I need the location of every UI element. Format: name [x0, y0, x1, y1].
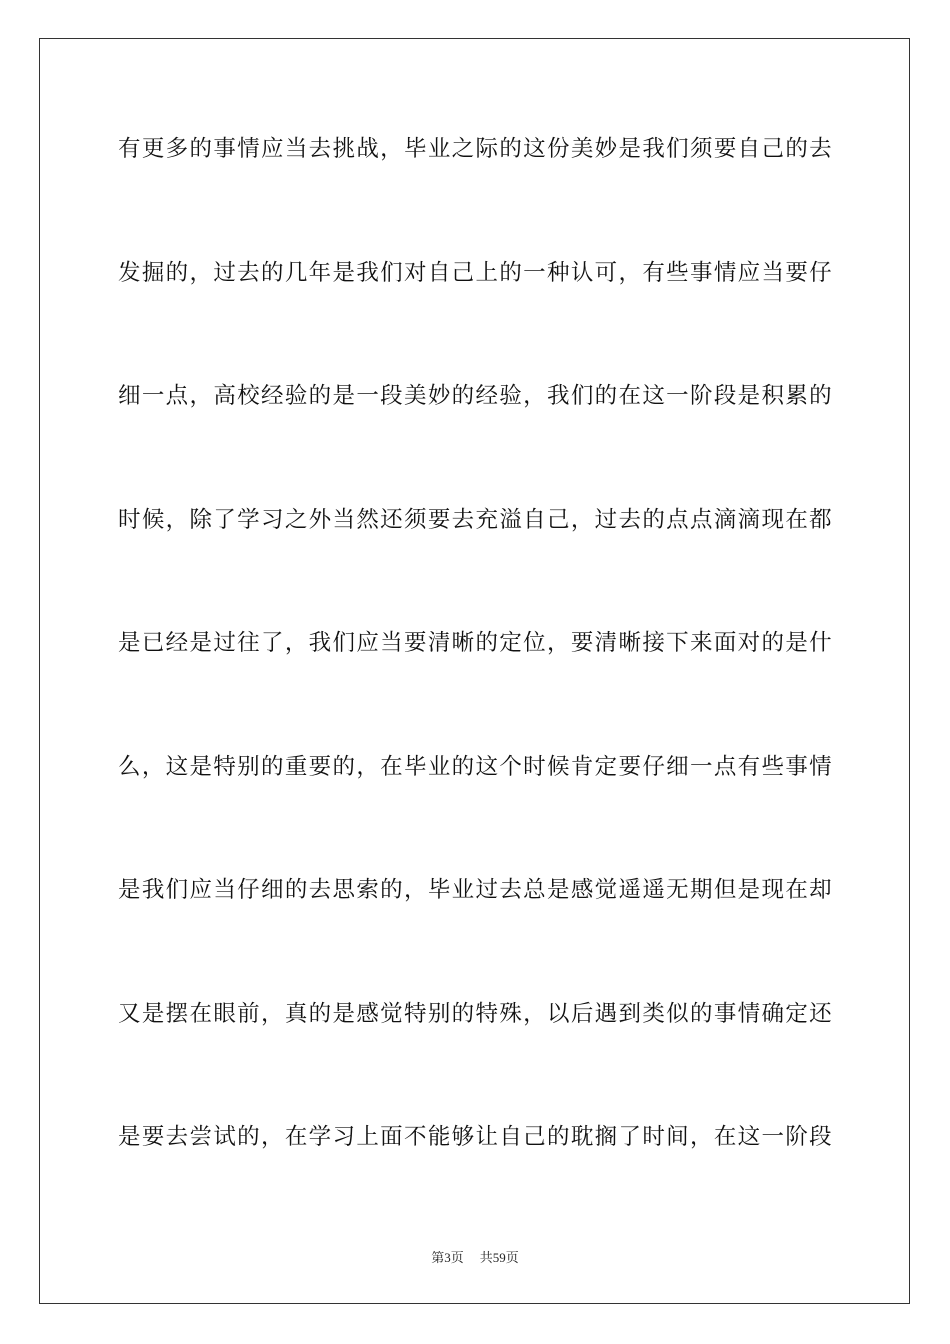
page-number: 第3页: [431, 1250, 464, 1265]
page-footer: [0, 1247, 950, 1266]
text-line-6: 么，这是特别的重要的，在毕业的这个时候肯定要仔细一点有些事情: [118, 753, 832, 780]
text-line-5: 是已经是过往了，我们应当要清晰的定位，要清晰接下来面对的是什: [118, 630, 832, 656]
text-line-3: 细一点，高校经验的是一段美妙的经验，我们的在这一阶段是积累的: [118, 383, 832, 409]
text-line-9: 是要去尝试的，在学习上面不能够让自己的耽搁了时间，在这一阶段: [118, 1124, 832, 1150]
text-line-2: 发掘的，过去的几年是我们对自己上的一种认可，有些事情应当要仔: [118, 259, 832, 286]
text-line-4: 时候，除了学习之外当然还须要去充溢自己，过去的点点滴滴现在都: [118, 506, 832, 533]
document-body: [118, 127, 832, 1239]
page-total: 共59页: [479, 1250, 519, 1265]
text-line-8: 又是摆在眼前，真的是感觉特别的特殊，以后遇到类似的事情确定还: [118, 1000, 832, 1027]
text-line-7: 是我们应当仔细的去思索的，毕业过去总是感觉遥遥无期但是现在却: [118, 877, 832, 903]
text-line-1: 有更多的事情应当去挑战，毕业之际的这份美妙是我们须要自己的去: [118, 136, 832, 162]
